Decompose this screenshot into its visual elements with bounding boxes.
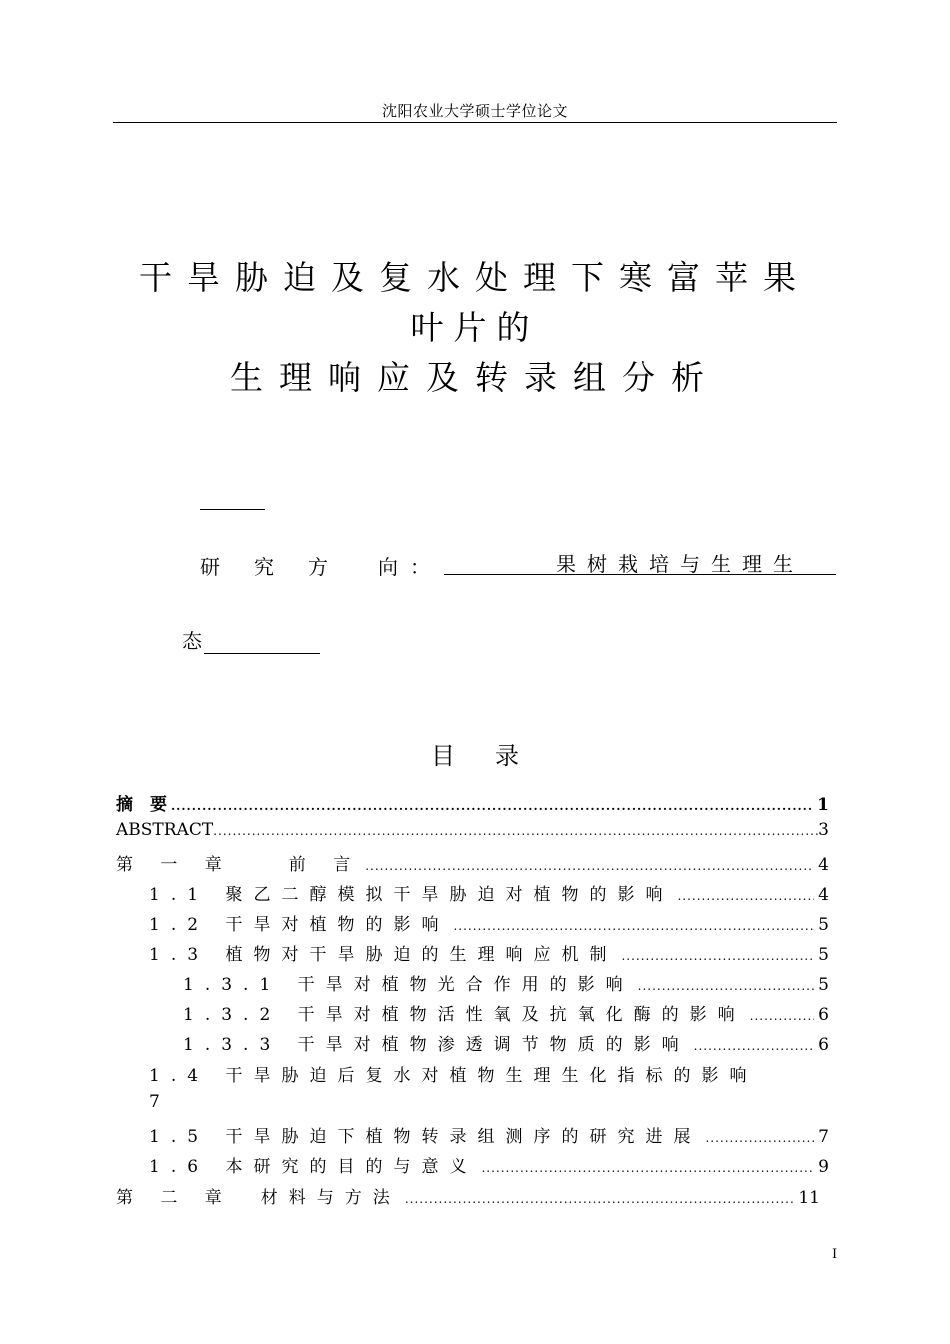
toc-leader-dots	[677, 889, 814, 903]
toc-leader-dots	[621, 949, 814, 963]
toc-entry-page: 6	[818, 1005, 829, 1025]
toc-leader-dots	[171, 799, 813, 813]
toc-title: 目录	[431, 742, 559, 770]
toc-entry-label: 1.2 干旱对植物的影响	[149, 915, 450, 935]
toc-entry-page: 4	[818, 885, 829, 905]
toc-entry-page: 11	[798, 1188, 820, 1208]
toc-leader-dots	[638, 979, 815, 993]
toc-entry-page: 7	[818, 1127, 829, 1147]
toc-entry-label: 1.6 本研究的目的与意义	[149, 1157, 478, 1177]
toc-entry-1-3[interactable]	[149, 940, 829, 965]
research-direction-label	[200, 551, 430, 580]
toc-entry-label: 第 二 章 材料与方法	[116, 1188, 401, 1208]
toc-entry-page: 9	[818, 1157, 829, 1177]
toc-entry-1-6[interactable]	[149, 1152, 829, 1177]
thesis-title-line-2: 叶片的	[410, 308, 540, 347]
toc-entry-1-2[interactable]	[149, 910, 829, 935]
toc-entry-label: 1.3.3 干旱对植物渗透调节物质的影响	[183, 1035, 690, 1055]
toc-entry-label: 1.3.2 干旱对植物活性氧及抗氧化酶的影响	[183, 1005, 746, 1025]
toc-entry-page: 6	[818, 1035, 829, 1055]
toc-leader-dots	[750, 1009, 815, 1023]
toc-entry-label: 1.4 干旱胁迫后复水对植物生理生化指标的影响	[149, 1066, 758, 1086]
toc-entry-page: 1	[817, 795, 829, 815]
research-direction-value-tail: 态	[182, 629, 202, 653]
toc-leader-dots	[365, 859, 814, 873]
toc-entry-abstract-en[interactable]	[116, 820, 829, 842]
toc-leader-dots	[705, 1131, 814, 1145]
toc-entry-page: 3	[818, 820, 829, 840]
toc-leader-dots	[481, 1161, 814, 1175]
research-direction-value: 果树栽培与生理生	[444, 551, 836, 575]
thesis-title-line-1: 干旱胁迫及复水处理下寒富苹果	[139, 258, 811, 297]
toc-leader-dots	[694, 1039, 815, 1053]
toc-leader-dots	[213, 824, 818, 838]
toc-entry-1-3-2[interactable]	[183, 1000, 829, 1025]
toc-entry-label: 1.3.1 干旱对植物光合作用的影响	[183, 975, 634, 995]
header-rule	[113, 122, 837, 123]
toc-entry-1-3-3[interactable]	[183, 1030, 829, 1055]
label-char: 方	[308, 555, 328, 579]
toc-entry-page: 4	[818, 855, 829, 875]
toc-entry-abstract-cn[interactable]	[116, 790, 829, 815]
toc-entry-label: 第 一 章 前 言	[116, 855, 362, 875]
toc-entry-chapter-1[interactable]	[116, 850, 829, 875]
toc-entry-label: 摘 要	[116, 795, 167, 815]
toc-entry-chapter-2[interactable]	[116, 1183, 820, 1208]
toc-entry-label: 1.1 聚乙二醇模拟干旱胁迫对植物的影响	[149, 885, 674, 905]
value-underline	[204, 633, 320, 654]
blank-underline	[200, 509, 265, 510]
toc-entry-page: 5	[818, 945, 829, 965]
running-header: 沈阳农业大学硕士学位论文	[381, 102, 568, 120]
research-direction-value-continued	[182, 625, 320, 654]
toc-entry-label: ABSTRACT	[116, 820, 214, 840]
toc-entry-page: 5	[818, 975, 829, 995]
toc-leader-dots	[453, 919, 814, 933]
toc-entry-1-5[interactable]	[149, 1122, 829, 1147]
toc-entry-page: 5	[818, 915, 829, 935]
thesis-title-line-3: 生理响应及转录组分析	[230, 358, 720, 397]
label-char: 究	[254, 555, 274, 579]
toc-entry-page-wrapped: 7	[149, 1092, 160, 1112]
toc-leader-dots	[405, 1192, 795, 1206]
toc-entry-1-1[interactable]	[149, 880, 829, 905]
footer-page-number: I	[832, 1247, 838, 1262]
toc-entry-label: 1.5 干旱胁迫下植物转录组测序的研究进展	[149, 1127, 702, 1147]
toc-entry-1-4[interactable]	[149, 1061, 829, 1086]
label-char: ：	[410, 555, 430, 579]
label-char: 研	[200, 555, 220, 579]
label-char: 向	[378, 555, 398, 579]
toc-entry-1-3-1[interactable]	[183, 970, 829, 995]
toc-entry-label: 1.3 植物对干旱胁迫的生理响应机制	[149, 945, 618, 965]
